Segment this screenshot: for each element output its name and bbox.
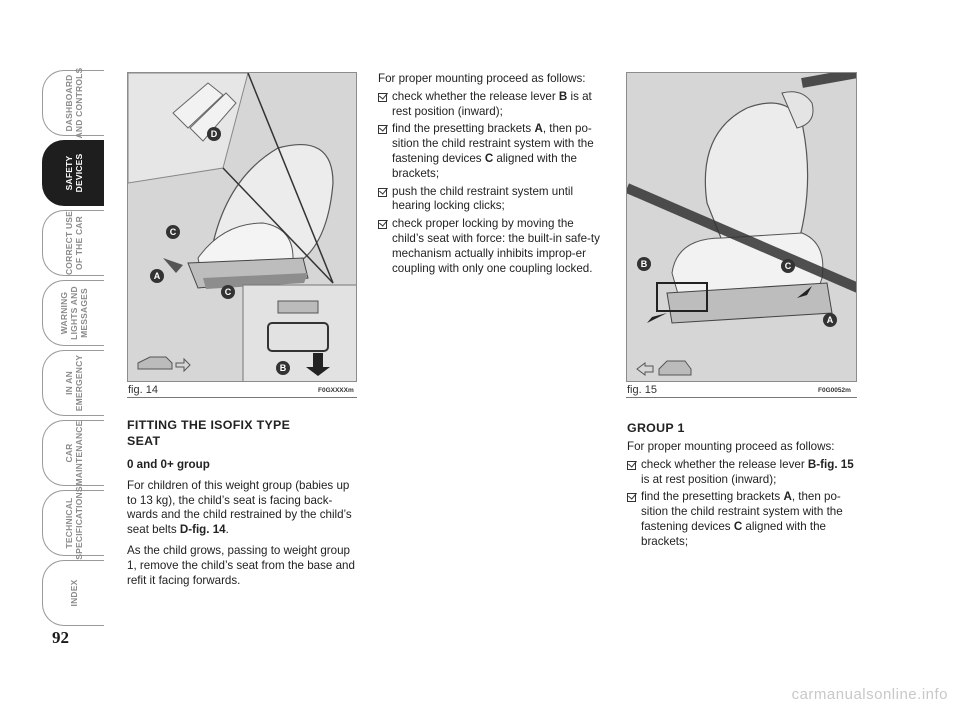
- callout-b: B: [276, 361, 290, 375]
- tab-safety-devices[interactable]: SAFETY DEVICES: [42, 140, 104, 206]
- callout-c: C: [781, 259, 795, 273]
- paragraph-1: For children of this weight group (babies up to 13 kg), the child’s seat is facing back-wards and the child restrained by the child’s seat belts D-fig. 14.: [127, 478, 352, 537]
- fig15-rule: [626, 397, 857, 398]
- fig14-rule: [127, 397, 357, 398]
- tab-warning-lights[interactable]: WARNING LIGHTS AND MESSAGES: [42, 280, 104, 346]
- checkbox-icon: [378, 220, 387, 229]
- list-item: find the presetting brackets A, then po-sition the child restraint system with the fastening devices C aligned with the brackets;: [627, 490, 857, 549]
- tab-correct-use[interactable]: CORRECT USE OF THE CAR: [42, 210, 104, 276]
- list-item: check proper locking by moving the child’s seat with force: the built-in safe-ty mechanism actually inhibits improp-er coupling with only one coupling locked.: [378, 217, 608, 276]
- fig14-code: F0GXXXXm: [318, 387, 354, 394]
- paragraph-2: As the child grows, passing to weight group 1, remove the child’s seat from the base and refit it facing forwards.: [127, 543, 355, 587]
- section-heading: FITTING THE ISOFIX TYPE SEAT: [127, 418, 291, 448]
- checkbox-icon: [378, 125, 387, 134]
- callout-d: D: [207, 127, 221, 141]
- callout-a: A: [150, 269, 164, 283]
- figure-15: [626, 72, 857, 382]
- group-subheading: 0 and 0+ group: [127, 458, 210, 471]
- tab-index[interactable]: INDEX: [42, 560, 104, 626]
- mounting-intro: For proper mounting proceed as follows:: [627, 440, 835, 453]
- callout-c-lower: C: [221, 285, 235, 299]
- callout-a: A: [823, 313, 837, 327]
- group-1-heading: GROUP 1: [627, 421, 685, 435]
- checkbox-icon: [378, 188, 387, 197]
- tab-technical-specifications[interactable]: TECHNICAL SPECIFICATIONS: [42, 490, 104, 556]
- left-column: [127, 417, 359, 594]
- page-number: 92: [52, 628, 69, 647]
- watermark: carmanualsonline.info: [791, 686, 948, 703]
- callout-b: B: [637, 257, 651, 271]
- fig15-caption: fig. 15: [627, 384, 657, 396]
- fig14-caption: fig. 14: [128, 384, 158, 396]
- isofix-seat-rearward-illustration: [128, 73, 357, 382]
- figure-14: [127, 72, 357, 382]
- tab-dashboard-and-controls[interactable]: DASHBOARD AND CONTROLS: [42, 70, 104, 136]
- middle-column: [378, 72, 608, 279]
- tab-car-maintenance[interactable]: CAR MAINTENANCE: [42, 420, 104, 486]
- checkbox-icon: [627, 493, 636, 502]
- isofix-seat-forward-illustration: [627, 73, 857, 382]
- tab-in-an-emergency[interactable]: IN AN EMERGENCY: [42, 350, 104, 416]
- fig15-code: F0G0052m: [818, 387, 851, 394]
- list-item: check whether the release lever B-fig. 15 is at rest position (inward);: [627, 458, 857, 488]
- callout-c: C: [166, 225, 180, 239]
- list-item: push the child restraint system until hearing locking clicks;: [378, 185, 608, 215]
- mounting-intro: For proper mounting proceed as follows:: [378, 72, 586, 85]
- right-column: [627, 420, 857, 553]
- checkbox-icon: [627, 461, 636, 470]
- list-item: check whether the release lever B is at rest position (inward);: [378, 90, 608, 120]
- checkbox-icon: [378, 93, 387, 102]
- list-item: find the presetting brackets A, then po-sition the child restraint system with the fastening devices C aligned with the brackets;: [378, 122, 608, 181]
